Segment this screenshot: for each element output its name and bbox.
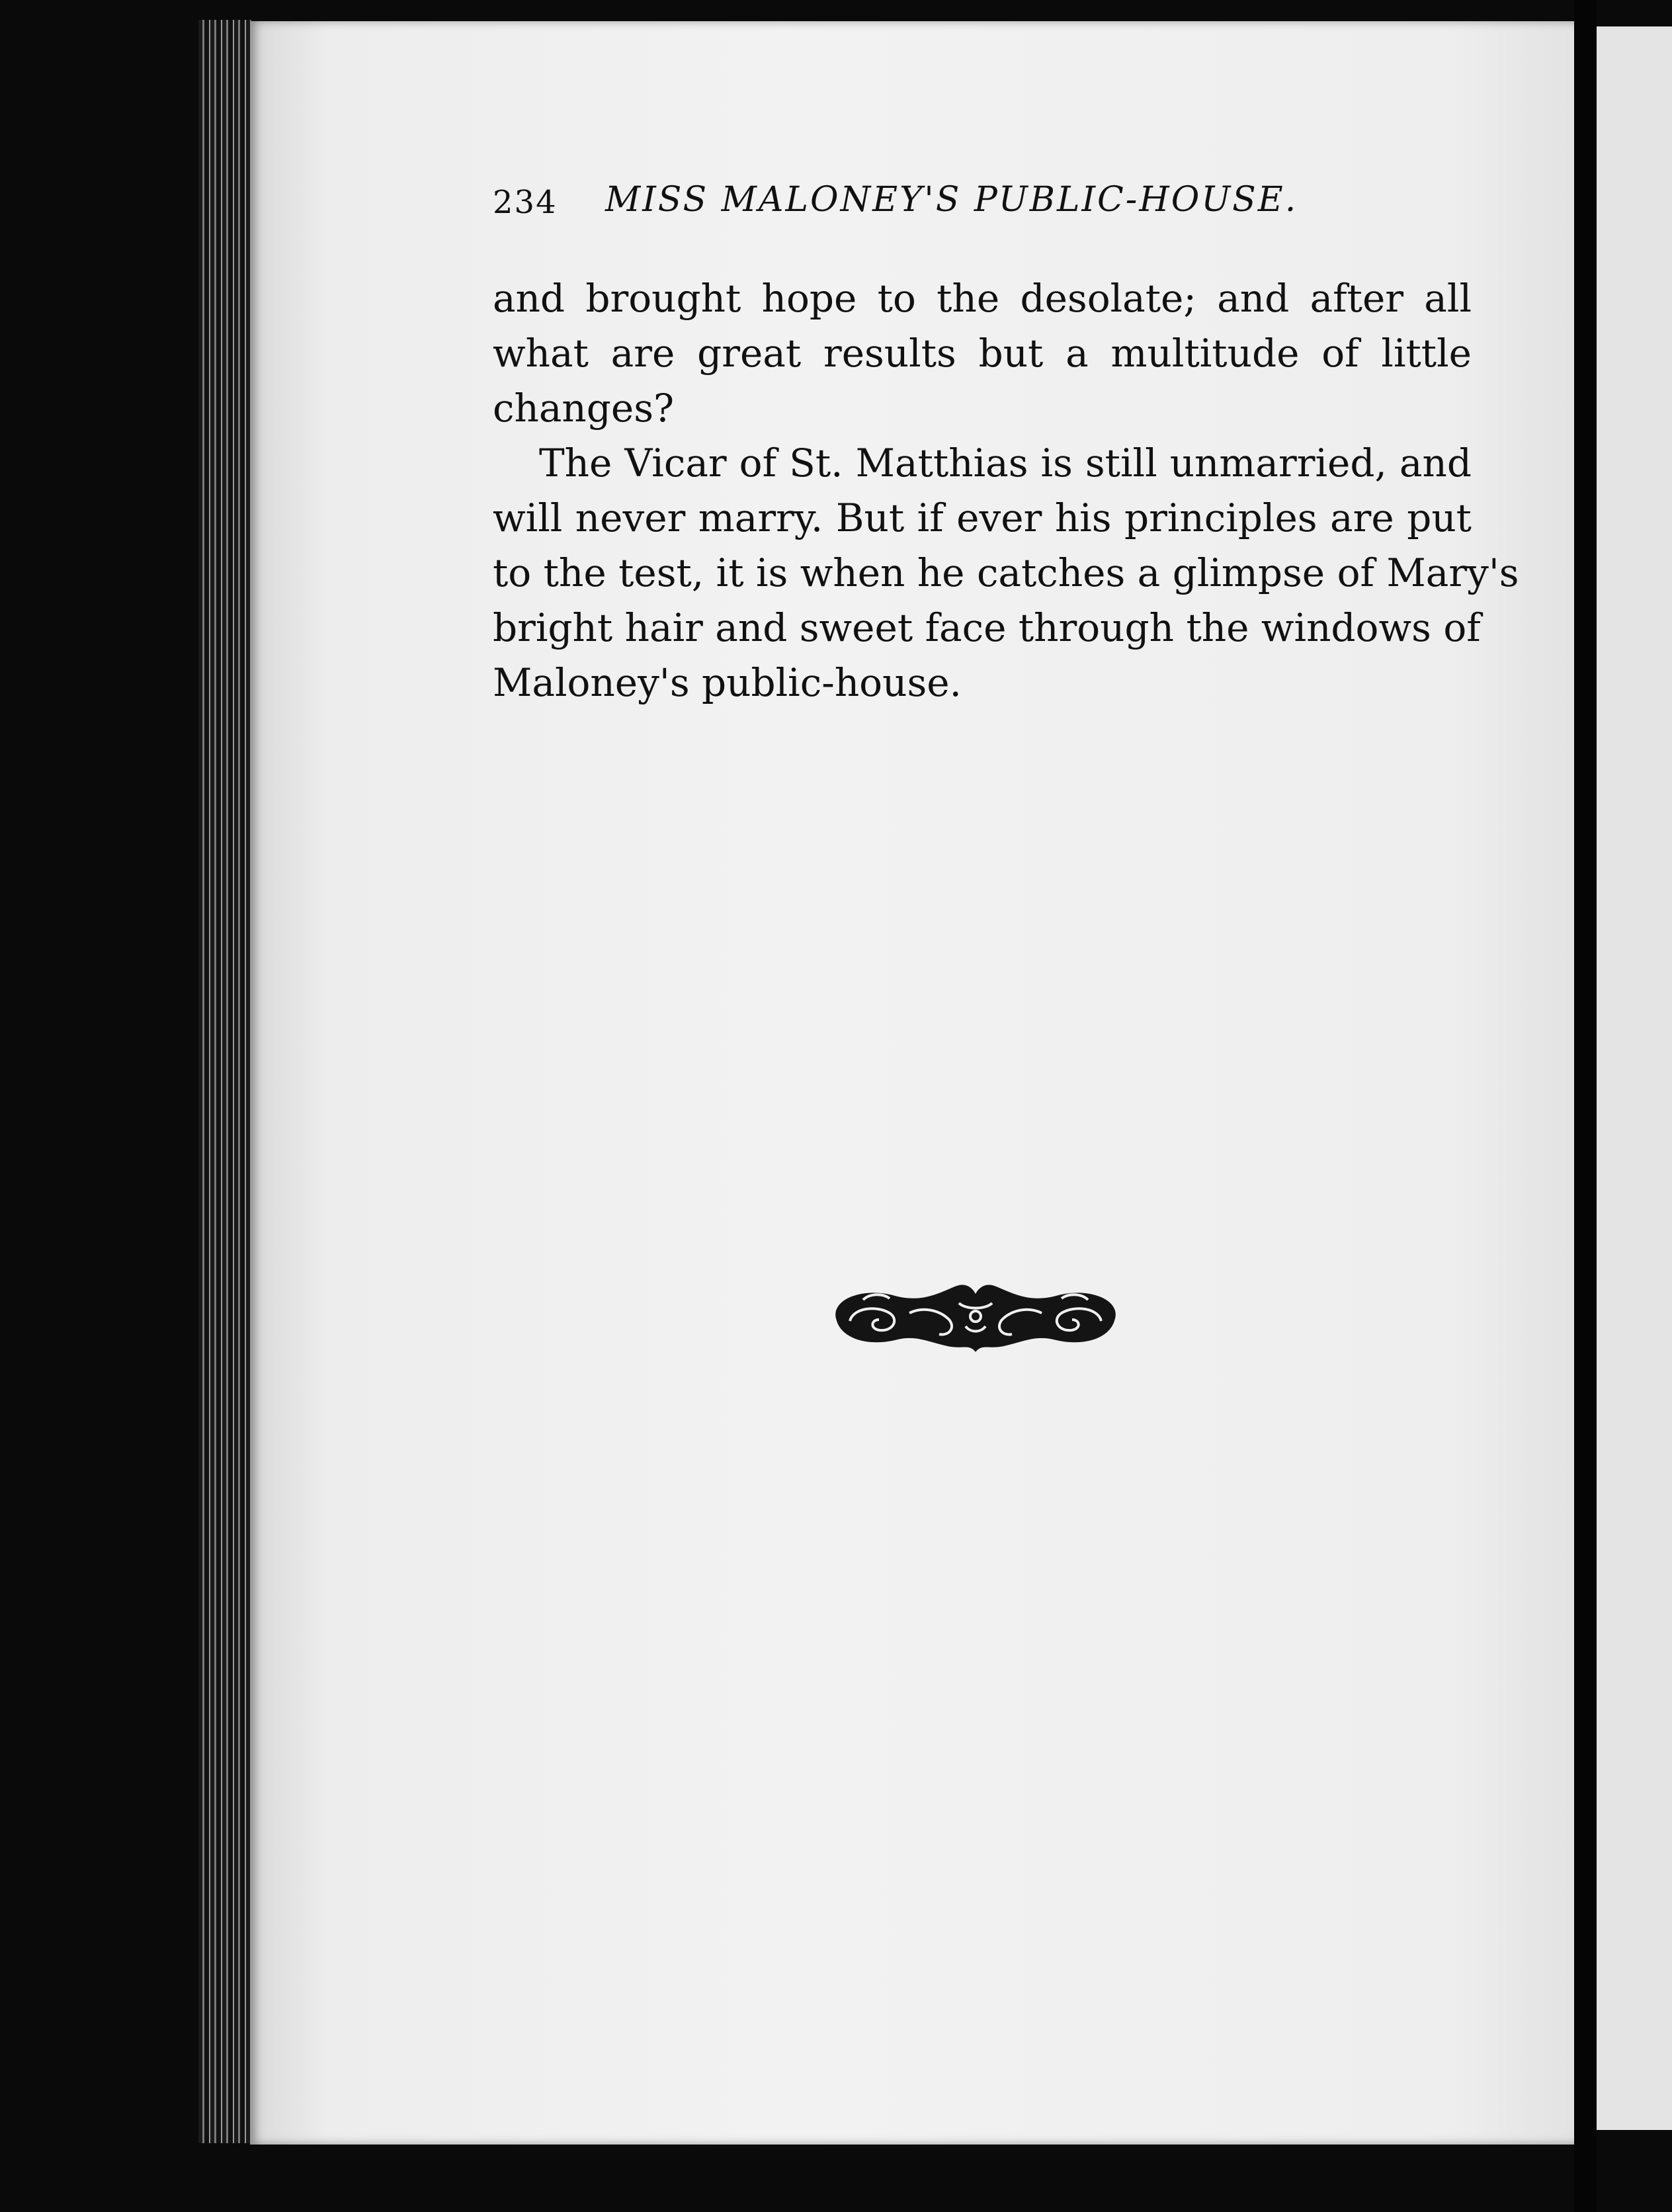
text-line: bright hair and sweet face through the windows of <box>493 605 1481 650</box>
text-line: The Vicar of St. Matthias is still unmarried, and <box>539 441 1472 486</box>
body-text <box>493 271 1519 710</box>
page-number: 234 <box>493 184 558 221</box>
gutter-shadow <box>1574 0 1597 2212</box>
text-line: to the test, it is when he catches a glimpse of Mary's <box>493 550 1519 595</box>
paragraph-2 <box>493 436 1519 710</box>
running-head: MISS MALONEY'S PUBLIC-HOUSE. <box>605 180 1298 220</box>
text-line: and brought hope to the desolate; and after all <box>493 276 1472 321</box>
book-edge <box>198 20 251 2143</box>
paragraph-1 <box>493 271 1472 436</box>
floral-tailpiece-ornament-icon <box>823 1273 1128 1359</box>
text-line: changes? <box>493 386 675 431</box>
text-line: what are great results but a multitude of little <box>493 331 1472 376</box>
facing-page-edge <box>1597 26 1672 2130</box>
text-line: Maloney's public-house. <box>493 660 962 705</box>
text-line: will never marry. But if ever his principles are put <box>493 495 1472 540</box>
page-header <box>493 180 1366 233</box>
